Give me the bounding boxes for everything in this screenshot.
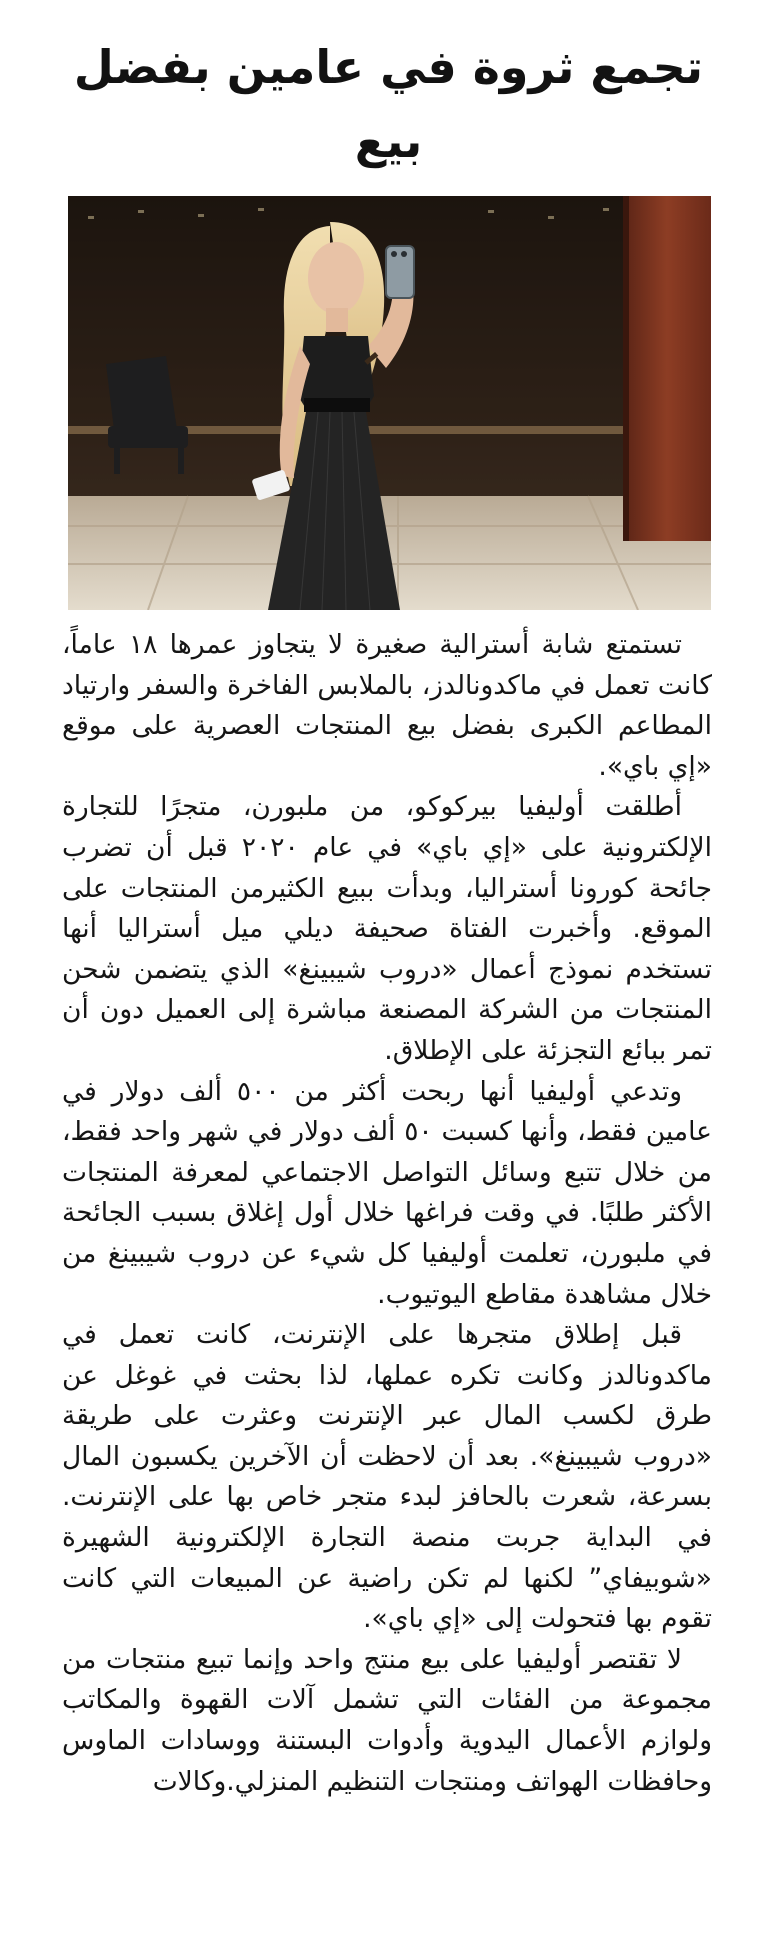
paragraph-2: أطلقت أوليفيا بيركوكو، من ملبورن، متجرًا للتجارة الإلكترونية على «إي باي» في عام ٢٠٢٠ قبل أن تضرب جائحة كورونا أستراليا، وبدأت ببيع الكثيرمن المنتجات على الموقع. وأخبرت الفتاة صحيفة ديلي ميل أستراليا أنها تستخدم نموذج أعمال «دروب شيبينغ» الذي يتضمن شحن المنتجات من الشركة المصنعة مباشرة إلى العميل دون أن تمر ببائع التجزئة على الإطلاق. <box>62 791 712 1066</box>
article-body <box>62 625 712 1802</box>
headline-line-1: تجمع ثروة في عامين بفضل بيع <box>73 40 704 168</box>
paragraph-4: قبل إطلاق متجرها على الإنترنت، كانت تعمل في ماكدونالدز وكانت تكره عملها، لذا بحثت في غوغل عن طرق لكسب المال عبر الإنترنت وعثرت على طريقة «دروب شيبينغ». بعد أن لاحظت أن الآخرين يكسبون المال بسرعة، شعرت بالحافز لبدء متجر خاص بها على الإنترنت. في البداية جربت منصة التجارة الإلكترونية الشهيرة «شوبيفاي” لكنها لم تكن راضية عن المبيعات التي كانت تقوم بها فتحولت إلى «إي باي». <box>62 1319 712 1635</box>
article-photo <box>68 196 711 610</box>
woman-mirror-selfie-photo <box>68 196 711 610</box>
paragraph-5: لا تقتصر أوليفيا على بيع منتج واحد وإنما تبيع منتجات من مجموعة من الفئات التي تشمل آلات القهوة والمكاتب ولوازم الأعمال اليدوية وأدوات البستنة ووسادات الماوس وحافظات الهواتف ومنتجات التنظيم المنزلي.وكالات <box>62 1643 712 1797</box>
paragraph-1: تستمتع شابة أسترالية صغيرة لا يتجاوز عمرها ١٨ عاماً، كانت تعمل في ماكدونالدز، بالملابس الفاخرة والسفر وارتياد المطاعم الكبرى بفضل بيع المنتجات العصرية على موقع «إي باي». <box>62 629 712 782</box>
paragraph-3: وتدعي أوليفيا أنها ربحت أكثر من ٥٠٠ ألف دولار في عامين فقط، وأنها كسبت ٥٠ ألف دولار في شهر واحد فقط، من خلال تتبع وسائل التواصل الاجتماعي لمعرفة المنتجات الأكثر طلبًا. في وقت فراغها خلال أول إغلاق بسبب الجائحة في ملبورن، تعلمت أوليفيا كل شيء عن دروب شيبينغ من خلال مشاهدة مقاطع اليوتيوب. <box>62 1075 712 1310</box>
